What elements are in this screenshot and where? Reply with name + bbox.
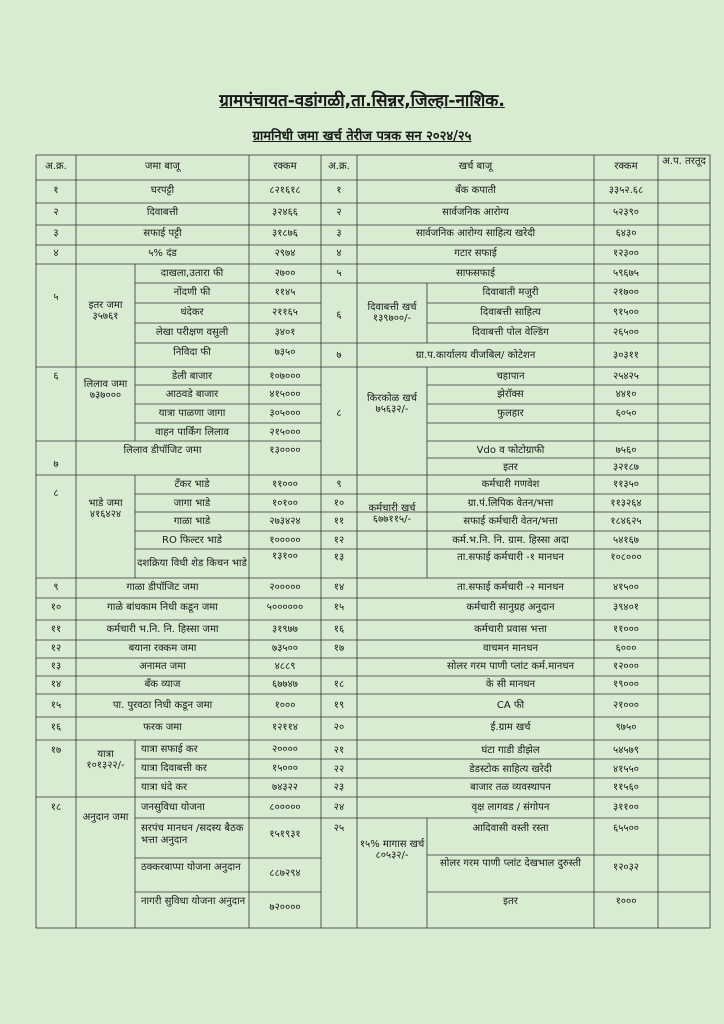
expense-sr: १०: [333, 498, 345, 509]
expense-sr: ९: [336, 479, 342, 490]
expense-sr: ५: [336, 268, 342, 279]
income-group-label: इतर जमा ३५७६१: [88, 299, 123, 322]
income-name: पा. पुरवठा निधी कडून जमा: [112, 700, 213, 711]
income-sr: २: [53, 207, 59, 218]
expense-sr: १२: [333, 535, 345, 546]
income-item-name: यात्रा धंदे कर: [141, 782, 188, 793]
expense-group-label: दिवाबत्ती खर्च १३९७००/-: [367, 301, 417, 324]
header-expense: खर्च बाजू: [458, 161, 493, 172]
income-item-name: वाहन पार्किंग लिलाव: [155, 427, 229, 438]
expense-amount: ९७५०: [615, 722, 637, 733]
expense-item-name: इतर: [503, 896, 518, 907]
income-item-amount: २७००: [274, 268, 296, 279]
income-sr: १८: [50, 802, 62, 813]
income-item-name: RO फिल्टर भाडे: [162, 535, 222, 546]
expense-name: ग्रा.प.कार्यालय वीजबिल/ कोटेशन: [415, 350, 536, 361]
income-item-amount: २००००: [272, 744, 298, 755]
expense-item-amount: ९१५००: [613, 307, 639, 318]
expense-amount: ५४५७९: [613, 745, 639, 756]
expense-amount: ११०००: [613, 624, 639, 635]
income-item-name: दाखला,उतारा फी: [160, 268, 224, 279]
income-item-name: धंदेकर: [180, 307, 204, 318]
income-amount: १२११४: [272, 722, 298, 733]
expense-amount: १२०००: [613, 661, 639, 672]
income-item-name: नागरी सुविधा योजना अनुदान: [141, 896, 246, 907]
expense-item-amount: १२०३२: [613, 862, 639, 873]
expense-sr: १४: [333, 582, 345, 593]
expense-name: CA फी: [496, 700, 525, 711]
expense-sr: ८: [336, 408, 342, 419]
income-name: बँक व्याज: [144, 679, 181, 690]
income-item-name: टँकर भाडे: [174, 479, 210, 490]
income-amount: ४८८९: [274, 661, 296, 672]
income-sr: १: [53, 185, 59, 196]
income-item-amount: ७२००००: [269, 902, 301, 913]
expense-item-name: दिवाबाती मजुरी: [482, 287, 539, 298]
income-sr: ५: [53, 292, 59, 303]
income-sr: १४: [50, 679, 62, 690]
income-item-amount: ४१५०००: [269, 389, 301, 400]
expense-name: ता.सफाई कर्मचारी -१ मानधन: [457, 552, 564, 563]
expense-item-name: झेरॉक्स: [497, 389, 524, 400]
income-item-amount: १०१००: [272, 498, 298, 509]
expense-sr: २: [336, 207, 342, 218]
expense-amount: १०८०००: [610, 552, 642, 563]
income-sr: ११: [50, 624, 62, 635]
expense-item-amount: ४४१०: [615, 389, 637, 400]
income-name: दिवाबत्ती: [146, 207, 179, 218]
expense-sr: २५: [333, 823, 345, 834]
expense-amount: ३०३११: [613, 350, 639, 361]
income-sr: ४: [53, 248, 59, 259]
expense-name: ई.ग्राम खर्च: [490, 722, 531, 733]
expense-sr: १५: [333, 602, 345, 613]
expense-sr: २१: [333, 745, 345, 756]
income-item-name: आठवडे बाजार: [165, 389, 219, 400]
header-left-amount: रक्कम: [273, 161, 297, 172]
income-item-amount: ३४०१: [274, 327, 296, 338]
expense-amount: १९०००: [613, 679, 639, 690]
expense-name: कर्म.भ.नि. नि. ग्राम. हिस्सा अदा: [452, 535, 569, 546]
expense-name: वाचमन मानधन: [482, 643, 539, 654]
income-item-amount: ११४५: [274, 287, 296, 298]
income-amount: ६७७४७: [272, 679, 298, 690]
income-item-name: गाळा भाडे: [173, 516, 211, 527]
expense-name: के सी मानधन: [485, 679, 536, 690]
expense-item-amount: २१७००: [613, 287, 639, 298]
income-item-name: सरपंच मानधन /सदस्य बैठक भत्ता अनुदान: [141, 823, 244, 846]
income-item-name: जागा भाडे: [173, 498, 211, 509]
expense-sr: ४: [336, 248, 342, 259]
expense-item-name: आदिवासी वस्ती रस्ता: [472, 823, 549, 834]
expense-name: बाजार तळ व्यवस्थापन: [470, 782, 551, 793]
expense-sr: १: [336, 185, 342, 196]
expense-item-name: चहापान: [496, 371, 525, 382]
expense-amount: ५२३९०: [613, 207, 639, 218]
expense-sr: १९: [333, 700, 345, 711]
expense-name: वृक्ष लागवड / संगोपन: [471, 802, 550, 813]
income-amount: १३००००: [269, 445, 301, 456]
income-group-label: लिलाव जमा ७३७०००: [83, 378, 128, 401]
income-name: सफाई पट्टी: [143, 228, 182, 239]
expense-sr: २३: [333, 782, 345, 793]
expense-item-amount: ६०५०: [615, 408, 637, 419]
income-sr: १२: [50, 643, 62, 654]
income-item-amount: १५०००: [272, 763, 298, 774]
expense-sr: १३: [333, 552, 345, 563]
income-item-amount: १०००००: [269, 535, 301, 546]
expense-item-amount: ६५५००: [613, 823, 639, 834]
income-sr: १३: [50, 661, 62, 672]
expense-name: सार्वजनिक आरोग्य साहित्य खरेदी: [415, 228, 536, 239]
expense-sr: १६: [333, 624, 345, 635]
expense-amount: ६०००: [615, 643, 637, 654]
expense-sr: १७: [333, 643, 345, 654]
expense-sr: २४: [333, 802, 345, 813]
expense-name: सफाई कर्मचारी वेतन/भत्ता: [463, 516, 558, 527]
expense-amount: ४१५५०: [613, 764, 639, 775]
expense-sr: ३: [336, 228, 342, 239]
expense-sr: ११: [333, 516, 345, 527]
header-right-amount: रक्कम: [614, 161, 638, 172]
expense-sr: ६: [336, 310, 342, 321]
income-item-amount: २१५०००: [269, 427, 301, 438]
income-sr: ३: [53, 228, 59, 239]
expense-group-label: १५% मागास खर्च ८०५३२/-: [359, 838, 425, 861]
expense-group-label: कर्मचारी खर्च ६७७११५/-: [368, 502, 416, 525]
expense-item-name: इतर: [503, 462, 518, 473]
expense-name: ग्रा.पं.लिपिक वेतन/भत्ता: [467, 498, 554, 509]
income-item-amount: ३०५०००: [269, 408, 301, 419]
expense-item-amount: १०००: [615, 896, 637, 907]
expense-item-name: दिवाबत्ती पोल वेल्डिंग: [472, 327, 549, 338]
income-group-label: भाडे जमा ४१६४२४: [88, 497, 123, 520]
income-item-name: दशक्रिया विधी शेड किचन भाडे: [137, 557, 247, 569]
expense-name: ता.सफाई कर्मचारी -२ मानधन: [457, 582, 564, 593]
expense-item-amount: ३२१८७: [613, 462, 639, 473]
income-item-name: डेली बाजार: [171, 371, 213, 382]
income-item-amount: ८८७२९४: [269, 868, 301, 879]
income-item-amount: १०७०००: [269, 371, 301, 382]
income-amount: २०००००: [269, 582, 301, 593]
income-item-name: जनसुविधा योजना: [141, 802, 205, 813]
income-amount: ३२४६६: [272, 207, 298, 218]
income-item-name: नोंदणी फी: [173, 287, 211, 298]
expense-name: सोलर गरम पाणी प्लांट कर्म.मानधन: [446, 661, 575, 672]
expense-item-amount: २५४२५: [613, 371, 639, 382]
expense-name: कर्मचारी सानुग्रह अनुदान: [466, 602, 555, 613]
income-amount: ३१९७७: [272, 624, 298, 635]
income-item-amount: ८०००००: [269, 802, 301, 813]
expense-amount: ११३५०: [613, 479, 639, 490]
expense-name: डेडस्टोक साहित्य खरेदी: [469, 764, 552, 775]
income-sr: ९: [53, 582, 59, 593]
income-item-name: यात्रा पाळणा जागा: [158, 408, 226, 419]
income-sr: १६: [50, 722, 62, 733]
income-amount: १०००: [274, 700, 296, 711]
income-item-amount: ७४३२२: [272, 782, 298, 793]
income-sr: १५: [50, 700, 62, 711]
expense-sr: १८: [333, 679, 345, 690]
income-sr: १०: [50, 602, 62, 613]
income-sr: ७: [53, 459, 59, 470]
income-item-name: ठक्करबाप्पा योजना अनुदान: [141, 862, 241, 873]
expense-name: कर्मचारी गणवेश: [481, 479, 540, 490]
expense-name: कर्मचारी प्रवास भत्ता: [474, 624, 547, 635]
expense-sr: २२: [333, 764, 345, 775]
income-item-amount: १५१९३१: [269, 829, 301, 840]
income-name: अनामत जमा: [139, 661, 186, 672]
expense-amount: ४१५००: [613, 582, 639, 593]
expense-amount: १८४६२५: [610, 516, 642, 527]
income-amount: २९७४: [274, 248, 296, 259]
income-name: ५% दंड: [148, 248, 177, 259]
income-name: कर्मचारी भ.नि. नि. हिस्सा जमा: [106, 624, 219, 635]
income-amount: ८२१६१८: [269, 185, 301, 196]
page-title: ग्रामपंचायत-वडांगळी,ता.सिन्नर,जिल्हा-नाशिक.: [219, 91, 505, 111]
expense-amount: ११३२६४: [610, 498, 642, 509]
income-item-name: लेखा परीक्षण वसुली: [155, 327, 229, 338]
expense-amount: ११५६०: [613, 782, 639, 793]
expense-group-label: किरकोळ खर्च ७५६३२/-: [367, 392, 417, 415]
expense-item-amount: २६५००: [613, 327, 639, 338]
income-name: गाळे बांधकाम निधी कडून जमा: [107, 602, 218, 613]
income-sr: ८: [53, 488, 59, 499]
expense-sr: २०: [333, 722, 345, 733]
expense-amount: १२३००: [613, 248, 639, 259]
expense-amount: ३११००: [613, 802, 639, 813]
expense-item-name: फुलहार: [497, 408, 524, 419]
income-sr: ६: [53, 371, 59, 382]
header-right-sr: अ.क्र.: [328, 161, 350, 172]
income-item-name: निविदा फी: [173, 347, 211, 358]
expense-name: घंटा गाडी डीझेल: [481, 745, 540, 756]
expense-name: साफसफाई: [455, 268, 496, 279]
income-name: बयाना रक्कम जमा: [128, 643, 197, 654]
expense-name: सार्वजनिक आरोग्य: [442, 207, 509, 218]
expense-item-name: दिवाबत्ती साहित्य: [480, 307, 541, 318]
income-item-amount: ११०००: [272, 479, 298, 490]
income-group-label: अनुदान जमा: [82, 812, 129, 824]
header-left-sr: अ.क्र.: [45, 161, 67, 172]
page-subtitle: ग्रामनिधी जमा खर्च तेरीज पत्रक सन २०२४/२५: [252, 129, 472, 144]
income-name: घरपट्टी: [150, 185, 175, 196]
expense-amount: ५४१६७: [613, 535, 639, 546]
income-name: लिलाव डीपॉजिट जमा: [123, 445, 202, 456]
income-item-name: यात्रा सफाई कर: [141, 744, 198, 755]
expense-amount: ३३५२.६८: [608, 185, 644, 196]
income-sr: १७: [50, 745, 62, 756]
income-name: गाळा डीपॉजिट जमा: [126, 582, 199, 593]
expense-name: गटार सफाई: [454, 248, 497, 259]
expense-name: बँक कपाती: [455, 185, 496, 196]
income-item-amount: २७३४२४: [269, 516, 301, 527]
income-name: फरक जमा: [143, 722, 182, 733]
income-group-label: यात्रा १०१३२२/-: [86, 748, 125, 771]
expense-item-name: सोलर गरम पाणी प्लांट देखभाल दुरुस्ती: [440, 858, 581, 869]
expense-amount: ६४३०: [615, 228, 637, 239]
income-item-amount: ७३५०: [274, 347, 296, 358]
income-item-amount: १३१००: [272, 551, 298, 562]
income-amount: ७३५००: [272, 643, 298, 654]
income-item-amount: २११६५: [272, 307, 298, 318]
expense-amount: ३९४०१: [613, 602, 639, 613]
header-provision: अ.प. तरतूद: [662, 156, 706, 167]
expense-item-name: Vdo व फोटोग्राफी: [476, 445, 545, 456]
income-amount: ३१८७६: [272, 228, 298, 239]
income-item-name: यात्रा दिवाबत्ती कर: [141, 763, 207, 774]
expense-amount: ५९६७५: [613, 268, 639, 279]
expense-sr: ७: [336, 350, 342, 361]
expense-item-amount: ७५६०: [615, 445, 637, 456]
income-amount: ५००००००: [266, 602, 304, 613]
header-income: जमा बाजू: [145, 161, 180, 172]
expense-amount: २१०००: [613, 700, 639, 711]
